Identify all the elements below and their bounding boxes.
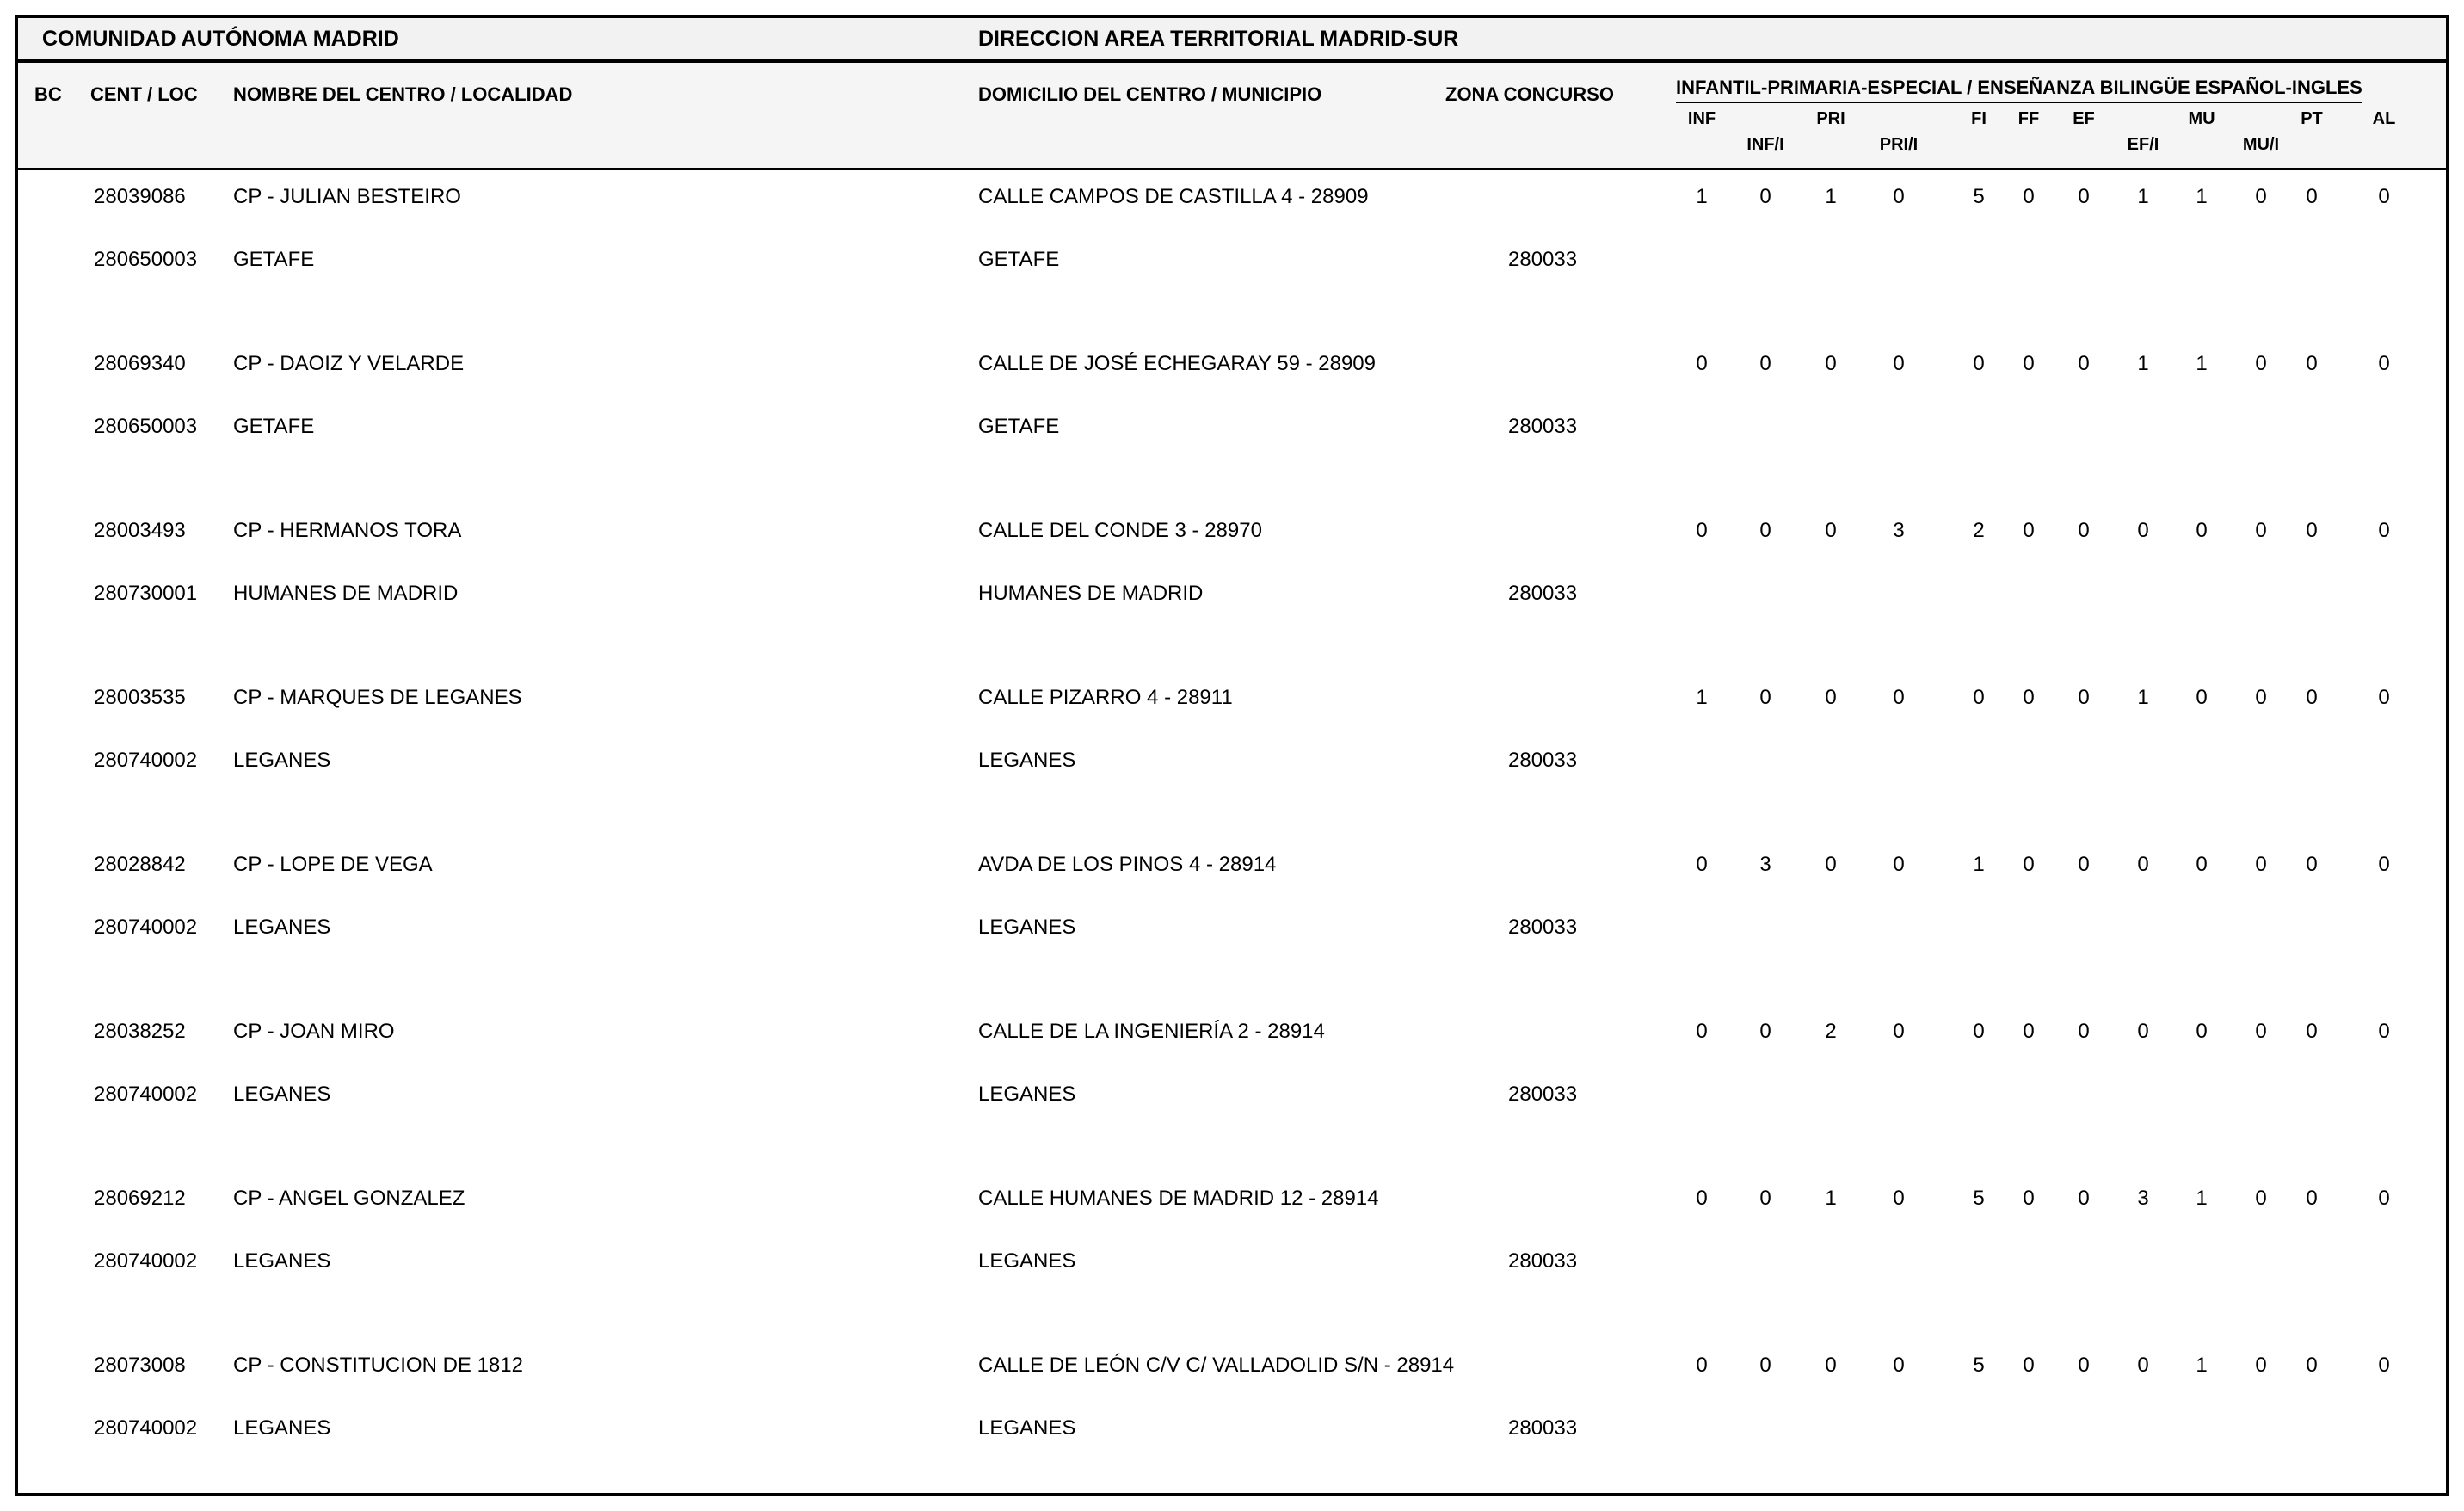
value-cell: 0 xyxy=(1759,352,1771,375)
subcolumn-header-ff: FF xyxy=(2017,109,2040,128)
center-code: 28028842 xyxy=(94,853,186,876)
value-cell: 5 xyxy=(1973,1354,1985,1377)
municipality-name: LEGANES xyxy=(978,749,1076,772)
value-cell: 0 xyxy=(2255,185,2267,208)
zone-code: 280033 xyxy=(1508,1082,1578,1106)
table-row xyxy=(18,186,2446,353)
locality-code: 280740002 xyxy=(94,1416,198,1440)
row-line-center xyxy=(18,1021,2446,1043)
zone-code: 280033 xyxy=(1508,1416,1578,1440)
value-cell: 1 xyxy=(2196,1187,2208,1210)
value-cell: 0 xyxy=(2137,519,2149,542)
row-line-locality xyxy=(18,249,2446,271)
center-address: CALLE HUMANES DE MADRID 12 - 28914 xyxy=(978,1187,1379,1210)
value-cell: 0 xyxy=(2306,1354,2318,1377)
locality-name: LEGANES xyxy=(233,1249,331,1273)
value-cell: 0 xyxy=(2306,853,2318,876)
value-cell: 0 xyxy=(2078,1354,2090,1377)
locality-code: 280740002 xyxy=(94,1082,198,1106)
value-cell: 0 xyxy=(2306,185,2318,208)
value-cell: 0 xyxy=(2078,1020,2090,1043)
municipality-name: GETAFE xyxy=(978,248,1060,271)
value-cell: 0 xyxy=(1893,686,1905,709)
value-cell: 0 xyxy=(1696,853,1708,876)
value-cell: 0 xyxy=(1825,853,1837,876)
locality-name: GETAFE xyxy=(233,248,315,271)
value-cell: 0 xyxy=(2023,853,2035,876)
column-header-bc: BC xyxy=(34,83,62,105)
value-cell: 0 xyxy=(2306,1187,2318,1210)
center-name: CP - JOAN MIRO xyxy=(233,1020,395,1043)
zone-code: 280033 xyxy=(1508,415,1578,438)
value-cell: 0 xyxy=(2255,686,2267,709)
value-cell: 0 xyxy=(2378,686,2390,709)
locality-code: 280650003 xyxy=(94,248,198,271)
row-line-locality xyxy=(18,1250,2446,1273)
subcolumn-header-mu-i: MU/I xyxy=(2242,135,2280,154)
row-line-center xyxy=(18,186,2446,208)
column-header-domicilio: DOMICILIO DEL CENTRO / MUNICIPIO xyxy=(978,83,1322,105)
row-line-center xyxy=(18,1187,2446,1210)
value-cell: 0 xyxy=(2137,1020,2149,1043)
municipality-name: HUMANES DE MADRID xyxy=(978,582,1204,605)
value-cell: 0 xyxy=(1973,1020,1985,1043)
value-cell: 0 xyxy=(2078,1187,2090,1210)
center-address: CALLE PIZARRO 4 - 28911 xyxy=(978,686,1233,709)
center-code: 28003493 xyxy=(94,519,186,542)
row-line-locality xyxy=(18,583,2446,605)
subcolumn-header-al: AL xyxy=(2372,109,2396,128)
column-header-cent-loc: CENT / LOC xyxy=(90,83,198,105)
territorial-direction-title: DIRECCION AREA TERRITORIAL MADRID-SUR xyxy=(978,27,1459,51)
subcolumn-header-pri-i: PRI/I xyxy=(1879,135,1919,154)
municipality-name: LEGANES xyxy=(978,1249,1076,1273)
locality-code: 280650003 xyxy=(94,415,198,438)
value-cell: 0 xyxy=(1696,519,1708,542)
row-line-center xyxy=(18,520,2446,542)
table-row xyxy=(18,1354,2446,1496)
value-cell: 0 xyxy=(2306,352,2318,375)
row-line-locality xyxy=(18,1083,2446,1106)
value-cell: 2 xyxy=(1825,1020,1837,1043)
value-cell: 0 xyxy=(2378,853,2390,876)
value-cell: 0 xyxy=(2255,853,2267,876)
center-code: 28038252 xyxy=(94,1020,186,1043)
value-cell: 0 xyxy=(2255,519,2267,542)
value-cell: 0 xyxy=(1893,1020,1905,1043)
value-cell: 0 xyxy=(1893,185,1905,208)
table-row xyxy=(18,1021,2446,1187)
value-cell: 0 xyxy=(1696,1354,1708,1377)
value-cell: 0 xyxy=(2196,686,2208,709)
rows-container xyxy=(18,186,2446,1496)
value-cell: 0 xyxy=(1759,1020,1771,1043)
locality-code: 280740002 xyxy=(94,916,198,939)
value-cell: 1 xyxy=(2196,185,2208,208)
table-row xyxy=(18,687,2446,854)
subcolumn-header-ef-i: EF/I xyxy=(2127,135,2159,154)
center-code: 28003535 xyxy=(94,686,186,709)
value-cell: 0 xyxy=(1893,1354,1905,1377)
center-name: CP - HERMANOS TORA xyxy=(233,519,462,542)
value-cell: 1 xyxy=(1696,686,1708,709)
value-cell: 0 xyxy=(1825,1354,1837,1377)
value-cell: 1 xyxy=(2196,352,2208,375)
table-row xyxy=(18,1187,2446,1354)
locality-code: 280740002 xyxy=(94,749,198,772)
locality-name: GETAFE xyxy=(233,415,315,438)
value-cell: 0 xyxy=(2078,686,2090,709)
value-cell: 0 xyxy=(2196,519,2208,542)
value-cell: 0 xyxy=(2078,519,2090,542)
value-cell: 0 xyxy=(2196,1020,2208,1043)
value-cell: 0 xyxy=(1759,185,1771,208)
value-cell: 0 xyxy=(2378,1354,2390,1377)
zone-code: 280033 xyxy=(1508,582,1578,605)
column-header-nombre: NOMBRE DEL CENTRO / LOCALIDAD xyxy=(233,83,573,105)
value-cell: 0 xyxy=(1759,1187,1771,1210)
row-line-center xyxy=(18,1354,2446,1377)
center-address: AVDA DE LOS PINOS 4 - 28914 xyxy=(978,853,1277,876)
value-cell: 0 xyxy=(2078,185,2090,208)
value-cell: 0 xyxy=(2023,519,2035,542)
value-cell: 5 xyxy=(1973,1187,1985,1210)
row-line-locality xyxy=(18,416,2446,438)
value-cell: 0 xyxy=(2078,352,2090,375)
row-line-locality xyxy=(18,916,2446,939)
locality-name: LEGANES xyxy=(233,916,331,939)
value-cell: 0 xyxy=(2023,1020,2035,1043)
subcolumn-header-pri: PRI xyxy=(1816,109,1845,128)
value-cell: 0 xyxy=(1825,519,1837,542)
value-cell: 3 xyxy=(1893,519,1905,542)
municipality-name: LEGANES xyxy=(978,1082,1076,1106)
zone-code: 280033 xyxy=(1508,1249,1578,1273)
center-name: CP - ANGEL GONZALEZ xyxy=(233,1187,465,1210)
value-cell: 1 xyxy=(1825,185,1837,208)
value-cell: 2 xyxy=(1973,519,1985,542)
value-cell: 0 xyxy=(1759,686,1771,709)
column-group-header-bilingue: INFANTIL-PRIMARIA-ESPECIAL / ENSEÑANZA BILINGÜE ESPAÑOL-INGLES xyxy=(1676,77,2362,103)
value-cell: 0 xyxy=(2196,853,2208,876)
value-cell: 0 xyxy=(2255,1020,2267,1043)
value-cell: 3 xyxy=(1759,853,1771,876)
row-line-locality xyxy=(18,1417,2446,1440)
value-cell: 0 xyxy=(1973,686,1985,709)
value-cell: 1 xyxy=(1825,1187,1837,1210)
value-cell: 0 xyxy=(2378,519,2390,542)
value-cell: 0 xyxy=(2137,1354,2149,1377)
value-cell: 1 xyxy=(2137,686,2149,709)
value-cell: 1 xyxy=(1696,185,1708,208)
value-cell: 0 xyxy=(2306,1020,2318,1043)
subcolumn-header-fi: FI xyxy=(1971,109,1987,128)
subcolumn-header-ef: EF xyxy=(2073,109,2095,128)
locality-code: 280740002 xyxy=(94,1249,198,1273)
value-cell: 0 xyxy=(2306,519,2318,542)
center-code: 28039086 xyxy=(94,185,186,208)
municipality-name: LEGANES xyxy=(978,1416,1076,1440)
center-code: 28069212 xyxy=(94,1187,186,1210)
value-cell: 0 xyxy=(2023,1187,2035,1210)
value-cell: 1 xyxy=(1973,853,1985,876)
value-cell: 0 xyxy=(2078,853,2090,876)
value-cell: 0 xyxy=(2255,1354,2267,1377)
value-cell: 0 xyxy=(2378,1187,2390,1210)
center-code: 28073008 xyxy=(94,1354,186,1377)
value-cell: 0 xyxy=(2378,185,2390,208)
municipality-name: LEGANES xyxy=(978,916,1076,939)
column-header-zona-concurso: ZONA CONCURSO xyxy=(1445,83,1614,105)
value-cell: 0 xyxy=(1893,853,1905,876)
table-header-band xyxy=(18,63,2446,170)
center-address: CALLE CAMPOS DE CASTILLA 4 - 28909 xyxy=(978,185,1369,208)
center-address: CALLE DE LA INGENIERÍA 2 - 28914 xyxy=(978,1020,1325,1043)
document-header-band xyxy=(18,18,2446,63)
value-cell: 0 xyxy=(2255,352,2267,375)
center-name: CP - LOPE DE VEGA xyxy=(233,853,433,876)
value-cell: 0 xyxy=(2378,1020,2390,1043)
row-line-center xyxy=(18,854,2446,876)
subcolumn-header-inf: INF xyxy=(1687,109,1716,128)
value-cell: 0 xyxy=(1893,1187,1905,1210)
region-title: COMUNIDAD AUTÓNOMA MADRID xyxy=(42,27,399,51)
zone-code: 280033 xyxy=(1508,749,1578,772)
center-name: CP - JULIAN BESTEIRO xyxy=(233,185,461,208)
value-cell: 0 xyxy=(1825,686,1837,709)
center-name: CP - CONSTITUCION DE 1812 xyxy=(233,1354,523,1377)
value-cell: 0 xyxy=(1696,1187,1708,1210)
subcolumn-header-inf-i: INF/I xyxy=(1746,135,1784,154)
value-cell: 0 xyxy=(2137,853,2149,876)
row-line-locality xyxy=(18,749,2446,772)
value-cell: 0 xyxy=(1759,1354,1771,1377)
zone-code: 280033 xyxy=(1508,916,1578,939)
value-cell: 0 xyxy=(2023,686,2035,709)
value-cell: 0 xyxy=(2023,352,2035,375)
locality-name: LEGANES xyxy=(233,1416,331,1440)
locality-name: LEGANES xyxy=(233,1082,331,1106)
value-cell: 0 xyxy=(2306,686,2318,709)
municipality-name: GETAFE xyxy=(978,415,1060,438)
value-cell: 1 xyxy=(2196,1354,2208,1377)
center-code: 28069340 xyxy=(94,352,186,375)
value-cell: 0 xyxy=(1696,1020,1708,1043)
center-address: CALLE DEL CONDE 3 - 28970 xyxy=(978,519,1262,542)
table-row xyxy=(18,520,2446,687)
value-cell: 0 xyxy=(2378,352,2390,375)
value-cell: 0 xyxy=(1893,352,1905,375)
value-cell: 0 xyxy=(1759,519,1771,542)
row-line-center xyxy=(18,687,2446,709)
center-address: CALLE DE JOSÉ ECHEGARAY 59 - 28909 xyxy=(978,352,1376,375)
center-address: CALLE DE LEÓN C/V C/ VALLADOLID S/N - 28914 xyxy=(978,1354,1455,1377)
center-name: CP - MARQUES DE LEGANES xyxy=(233,686,522,709)
table-row xyxy=(18,854,2446,1021)
locality-name: HUMANES DE MADRID xyxy=(233,582,459,605)
value-cell: 3 xyxy=(2137,1187,2149,1210)
zone-code: 280033 xyxy=(1508,248,1578,271)
value-cell: 0 xyxy=(1825,352,1837,375)
value-cell: 0 xyxy=(2023,185,2035,208)
subcolumn-header-mu: MU xyxy=(2188,109,2215,128)
value-cell: 5 xyxy=(1973,185,1985,208)
document-page xyxy=(15,15,2449,1496)
value-cell: 0 xyxy=(1696,352,1708,375)
row-line-center xyxy=(18,353,2446,375)
center-name: CP - DAOIZ Y VELARDE xyxy=(233,352,465,375)
value-cell: 0 xyxy=(2023,1354,2035,1377)
value-cell: 0 xyxy=(1973,352,1985,375)
value-cell: 1 xyxy=(2137,352,2149,375)
locality-name: LEGANES xyxy=(233,749,331,772)
subcolumn-header-pt: PT xyxy=(2301,109,2323,128)
value-cell: 1 xyxy=(2137,185,2149,208)
locality-code: 280730001 xyxy=(94,582,198,605)
table-row xyxy=(18,353,2446,520)
value-cell: 0 xyxy=(2255,1187,2267,1210)
